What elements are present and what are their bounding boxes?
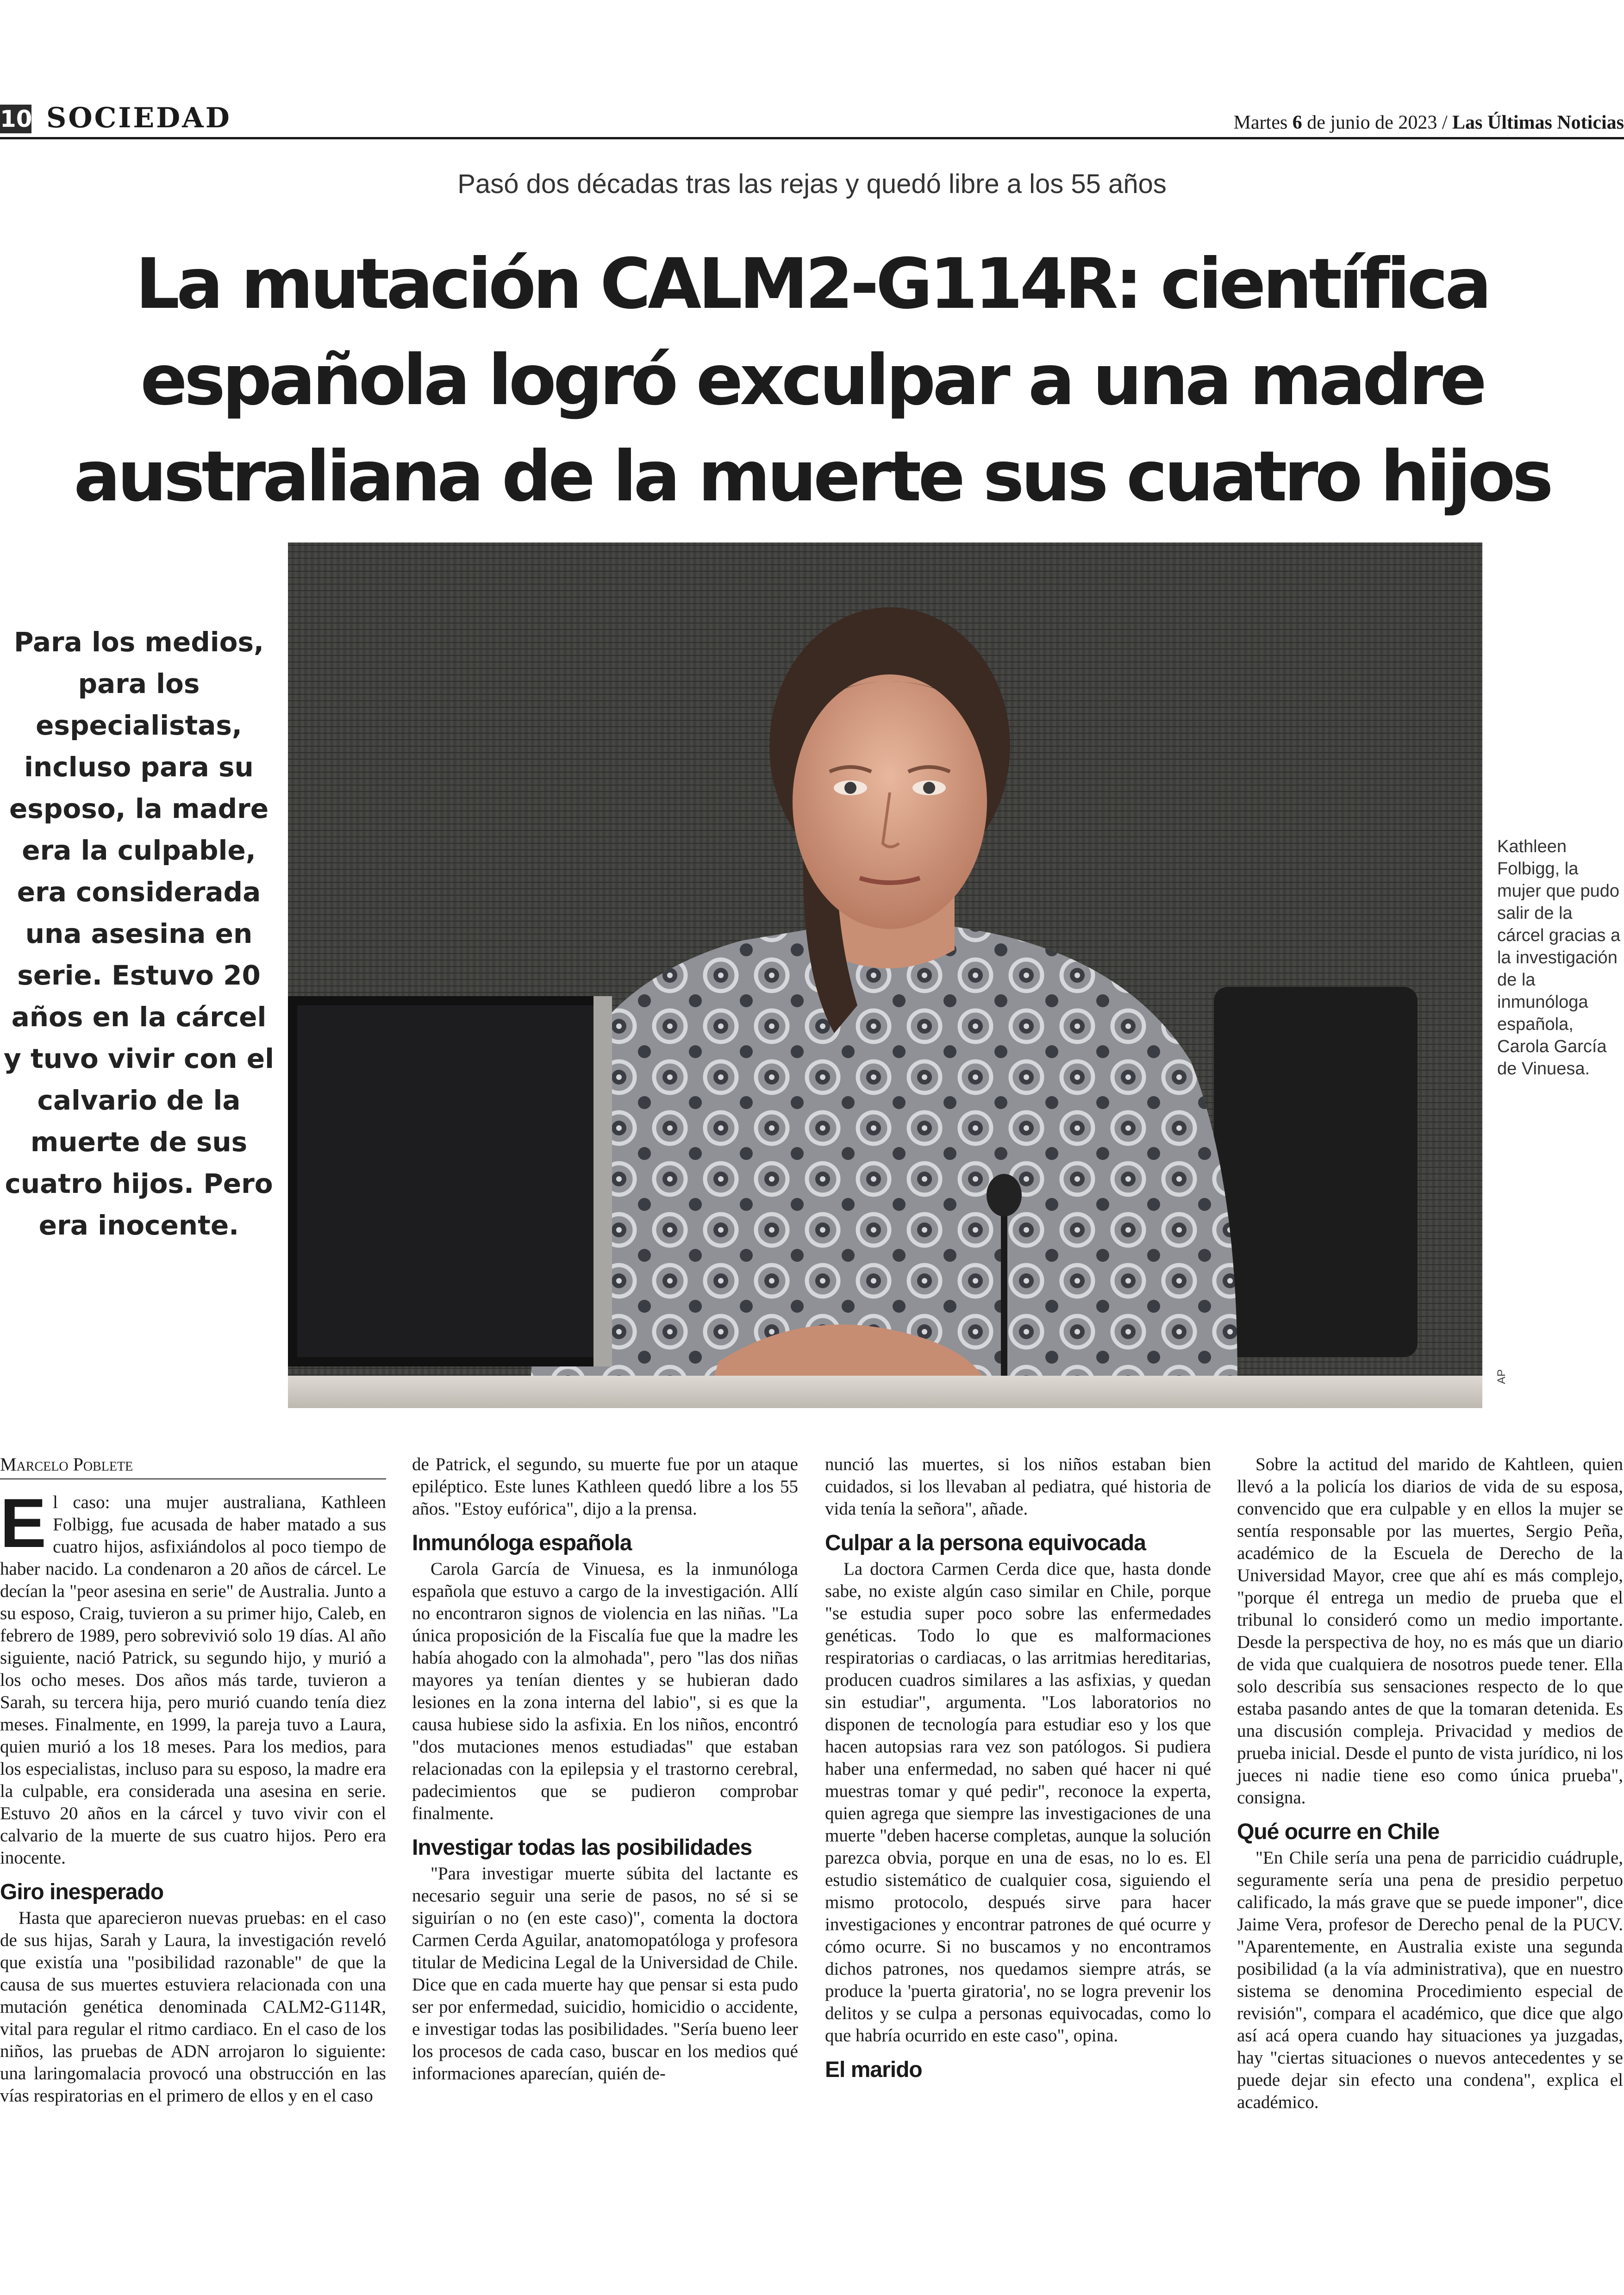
paragraph: "En Chile sería una pena de parricidio cuádruple, seguramente sería una pena de presidio perpetuo calificado, la más grave que se puede imponer", dice Jaime Vera, profesor de Derecho penal de la PUCV. "Aparentemente, en Australia existe una segunda posibilidad (a la vía administrativa), que en nuestro sistema se denomina Procedimiento especial de revisión", compara el académico, que dice que algo así acá opera cuando hay situaciones ya juzgadas, hay "ciertas situaciones o nuevos antecedentes y se puede dejar sin efecto una condena", explica el académico.	[1237, 1848, 1623, 2112]
paragraph: nunció las muertes, si los niños estaban bien cuidados, si los llevaban al pediatra, qué historia de vida tenía la señora", añade.	[825, 1454, 1211, 1519]
photo-caption: Kathleen Folbigg, la mujer que pudo salir de la cárcel gracias a la investigación de la inmunóloga española, Carola García de Vinuesa.	[1497, 837, 1621, 1079]
paragraph: La doctora Carmen Cerda dice que, hasta donde sabe, no existe algún caso similar en Chile, porque "se estudia super poco sobre las enfermedades genéticas. Todo lo que es malformaciones respiratorias o cardiacas, o las arritmias hereditarias, producen cuadros similares a las asfixias, y quedan sin estudiar", argumenta. "Los laboratorios no disponen de tecnología para estudiar eso y los que hacen autopsias rara vez son patólogos. Si pudiera haber una enfermedad, no saben qué hacer ni qué muestras tomar y qué pedir", reconoce la experta, quien agrega que siempre las investigaciones de una muerte "deben hacerse completas, aunque la solución parezca obvia, porque en una de esas, no lo es. El estudio sistemático de cualquier cosa, siguiendo el mismo protocolo, después sirve para hacer investigaciones y encontrar patrones de qué ocurre y cómo ocurre. Si no buscamos y no encontramos dichos patrones, nos quedamos siempre atrás, se produce la 'puerta giratoria', no se logra prevenir los delitos y se culpa a personas equivocadas, como lo que habría ocurrido en este caso", opina.	[825, 1559, 1211, 2046]
newspaper-name: Las Últimas Noticias	[1452, 112, 1624, 133]
column-1	[0, 1453, 386, 2107]
subheading: Culpar a la persona equivocada	[825, 1531, 1146, 1555]
headline	[0, 236, 1624, 525]
page-number: 10	[0, 106, 32, 132]
subheading: Investigar todas las posibilidades	[412, 1835, 752, 1860]
subheading: Qué ocurre en Chile	[1237, 1820, 1440, 1844]
dateline	[1234, 111, 1624, 134]
paragraph: Sobre la actitud del marido de Kahtleen, quien llevó a la policía los diarios de vida de su esposa, convencido que era culpable y en ellos la mujer se sentía responsable por las muertes, Sergio Peña, académico de la Escuela de Derecho de la Universidad Mayor, cree que ahí es más complejo, "porque él entrega un medio de prueba que el tribunal lo consideró como un medio importante. Desde la perspectiva de hoy, no es más que un diario de vida que cualquiera de nosotros puede tener. Ella solo describía sus sensaciones respecto de lo que estaba pasando antes de que la tomaran detenida. Es una discusión compleja. Privacidad y medios de prueba inicial. Desde el punto de vista jurídico, ni los jueces ni nadie tiene eso como única prueba", consigna.	[1237, 1454, 1623, 1808]
drop-cap: E	[0, 1484, 47, 1562]
section-title: SOCIEDAD	[46, 102, 231, 134]
subheading: Inmunóloga española	[412, 1531, 632, 1555]
paragraph	[0, 1484, 386, 1869]
paragraph: de Patrick, el segundo, su muerte fue por un ataque epiléptico. Este lunes Kathleen quedó libre a los 55 años. "Estoy eufórica", dijo a la prensa.	[412, 1454, 798, 1519]
date-day: 6	[1292, 112, 1302, 133]
paragraph-text: l caso: una mujer australiana, Kathleen Folbigg, fue acusada de haber matado a sus cuatro hijos, asfixiándolos al poco tiempo de haber nacido. La condenaron a 20 años de cárcel. Le decían la "peor asesina en serie" de Australia. Junto a su esposo, Craig, tuvieron a su primer hijo, Caleb, en febrero de 1989, pero sobrevivió solo 19 días. Al año siguiente, nació Patrick, su segundo hijo, y murió a los ocho meses. Dos años más tarde, tuvieron a Sarah, su tercera hija, pero murió cuando tenía diez meses. Finalmente, en 1999, la pareja tuvo a Laura, quien murió a los 18 meses. Para los medios, para los especialistas, incluso para su esposo, la madre era la culpable, era considerada una asesina en serie. Estuvo 20 años en la cárcel y tuvo vivir con el calvario de la muerte de sus cuatro hijos. Pero era inocente.	[0, 1492, 386, 1868]
column-2	[412, 1453, 798, 2085]
subheading: Giro inesperado	[0, 1880, 164, 1904]
photo-credit: AP	[1495, 1369, 1508, 1384]
byline: Marcelo Poblete	[0, 1453, 386, 1479]
kicker: Pasó dos décadas tras las rejas y quedó libre a los 55 años	[457, 169, 1167, 199]
column-3	[825, 1453, 1211, 2085]
paragraph: Hasta que aparecieron nuevas pruebas: en el caso de sus hijas, Sarah y Laura, la investigación reveló que existía una "posibilidad razonable" de que la causa de sus muertes estuviera relacionada con una mutación genética denominada CALM2-G114R, vital para regular el ritmo cardiaco. En el caso de los niños, las pruebas de ADN arrojaron lo siguiente: una laringomalacia provocó una obstrucción en las vías respiratorias en el primero de ellos y en el caso	[0, 1908, 386, 2106]
date-suffix: de junio de 2023 /	[1302, 112, 1452, 133]
paragraph: Carola García de Vinuesa, es la inmunóloga española que estuvo a cargo de la investigación. Allí no encontraron signos de violencia en las niñas. "La única proposición de la Fiscalía fue que la madre les había ahogado con la almohada", pero "las dos niñas mayores ya tenían dientes y se hubieran dado lesiones en la zona interna del labio", si es que la causa hubiese sido la asfixia. En los niños, encontró "dos mutaciones menos estudiadas" que estaban relacionadas con la epilepsia y el trastorno cerebral, padecimientos que se pudieron comprobar finalmente.	[412, 1559, 798, 1823]
pull-quote: Para los medios, para los especialistas, incluso para su esposo, la madre era la culpable, era considerada una asesina en serie. Estuvo 20 años en la cárcel y tuvo vivir con el calvario de la muerte de sus cuatro hijos. Pero era inocente.	[4, 626, 274, 1241]
article-photo	[288, 543, 1482, 1408]
header-rule	[0, 137, 1624, 139]
photo-illustration	[288, 543, 1482, 1408]
headline-line: australiana de la muerte sus cuatro hijos	[74, 437, 1550, 517]
column-4	[1237, 1453, 1623, 2114]
date-prefix: Martes	[1233, 112, 1293, 133]
headline-line: La mutación CALM2-G114R: científica	[135, 244, 1489, 324]
subheading: El marido	[825, 2058, 922, 2082]
paragraph: "Para investigar muerte súbita del lactante es necesario seguir una serie de pasos, no sé si se siguirían o no (en este caso)", comenta la doctora Carmen Cerda Aguilar, anatomopatóloga y profesora titular de Medicina Legal de la Universidad de Chile. Dice que en cada muerte hay que pensar si esta pudo ser por enfermedad, suicidio, homicidio o accidente, e investigar todas las posibilidades. "Sería bueno leer los procesos de cada caso, buscar en los medios qué informaciones aparecían, quién de-	[412, 1864, 798, 2083]
headline-line: española logró exculpar a una madre	[140, 340, 1484, 421]
